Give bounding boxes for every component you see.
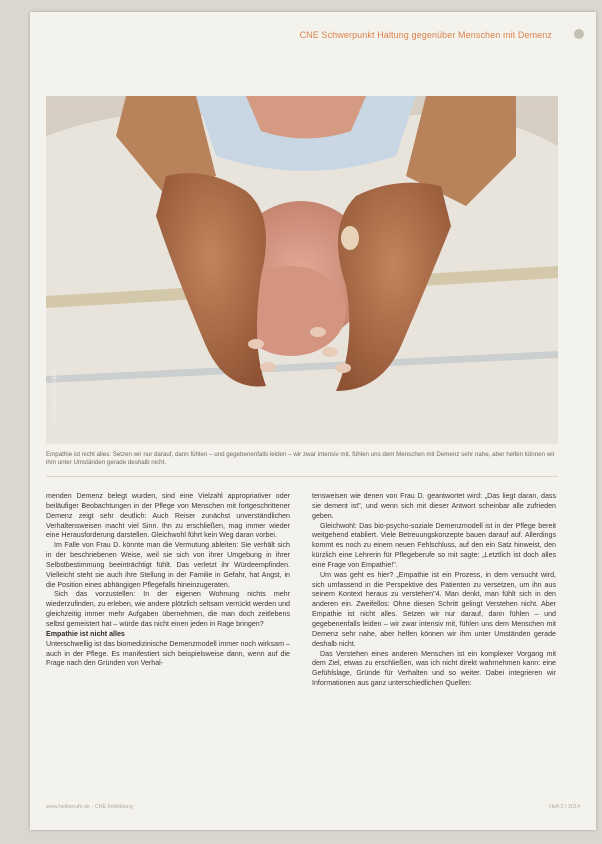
paragraph: Unterschwellig ist das biomedizinische Demenzmodell immer noch wirksam – auch in der Pflege. Es manifestiert sich beispielsweise dann, wenn auf die Frage nach den Gründen von Verhal- xyxy=(46,639,290,668)
paragraph: menden Demenz belegt wurden, sind eine Vielzahl appropriativer oder beiläufiger Beobachtungen in der Pflege von Menschen mit fortgeschrittener Demenz zeigt sehr deutlich: Auch Reiser zunächst unverständlichen Verhaltensweisen macht viel Sinn. Ihn zu erschließen, mag immer wieder eine Herausforderung darstellen. Gleichwohl führt kein Weg daran vorbei. xyxy=(46,492,290,540)
paragraph: Um was geht es hier? „Empathie ist ein Prozess, in dem versucht wird, sich umfassend in die Perspektive des Patienten zu versetzen, um ihn aus seinem Kontext heraus zu verstehen"4. Man denkt, man fühlt sich in den anderen ein. Zweifellos: Ohne diesen Schritt gelingt Verstehen nicht. Aber Empathie ist nicht alles. Setzen wir nur darauf, dann fühlen – und gegebenenfalls leiden – wir zwar intensiv mit, fühlen uns dem Menschen mit Demenz sehr nahe, aber helfen können wir ihm unter Umständen gerade deshalb nicht. xyxy=(312,570,556,648)
paragraph: Das Verstehen eines anderen Menschen ist ein komplexer Vorgang mit dem Ziel, etwas zu erschließen, was ich nicht direkt wahrnehmen kann: eine Gefühlslage, Gründe für Verhalten und so weiter. Dabei integrieren wir Informationen aus ganz unterschiedlichen Quellen: xyxy=(312,649,556,688)
photo-caption: Empathie ist nicht alles: Setzen wir nur darauf, dann fühlen – und gegebenenfalls leiden – wir zwar intensiv mit, fühlen uns dem Menschen mit Demenz sehr nahe, aber helfen können wir ihm unter Umständen gerade deshalb nicht. xyxy=(46,451,555,466)
paragraph: tensweisen wie denen von Frau D. geantwortet wird: „Das liegt daran, dass sie dement ist", und wenn sich mit dieser Antwort scheinbar alle zufrieden geben. xyxy=(312,492,556,520)
paragraph: Sich das vorzustellen: In der eigenen Wohnung nichts mehr wiederzufinden, zu erleben, wie andere plötzlich seltsam verrückt werden und gleichzeitig immer mehr Aufgaben übernehmen, die man doch zeitlebens selbst gemeistert hat – würde das nicht einen jeden in Rage bringen? xyxy=(46,590,290,628)
hands-photo-illustration xyxy=(46,96,558,444)
divider xyxy=(46,476,558,477)
paragraph: Gleichwohl: Das bio-psycho-soziale Demenzmodell ist in der Pflege bereit weitgehend etabliert. Viele Betreuungskonzepte bauen darauf auf. Allerdings kommt es noch zu einem neuen Fehlschluss, auf den ein Satz hinweist, den kürzlich eine Lehrerin für Pflegeberufe so mit sagte: „Letztlich ist doch alles eine Frage von Empathie!". xyxy=(312,521,556,569)
page-marker-icon xyxy=(574,29,584,39)
hands-photo xyxy=(46,96,558,444)
right-column xyxy=(312,492,556,689)
left-column xyxy=(46,492,290,669)
magazine-page xyxy=(30,12,596,830)
photo-credit: Foto: Werner Krüper xyxy=(52,369,58,424)
section-subheading: Empathie ist nicht alles xyxy=(46,629,125,638)
running-head: CNE Schwerpunkt Haltung gegenüber Menschen mit Demenz xyxy=(299,30,552,40)
footer-source: www.heilberufe.de · CNE.fortbildung xyxy=(46,804,133,810)
footer-issue: Heft 2 / 2014 xyxy=(549,804,580,810)
paragraph: Im Falle von Frau D. könnte man die Vermutung ableiten: Sie verhält sich in der beschriebenen Weise, weil sie sich von ihrer Umgebung in ihrer Selbstbestimmung beeinträchtigt fühlt. Das verletzt ihr Würdeempfinden. Vielleicht steht sie auch ihre Stellung in der Familie in Gefahr, hat Angst, in die Position eines abhängigen Pflegefalls hineinzugeraten. xyxy=(46,541,290,589)
